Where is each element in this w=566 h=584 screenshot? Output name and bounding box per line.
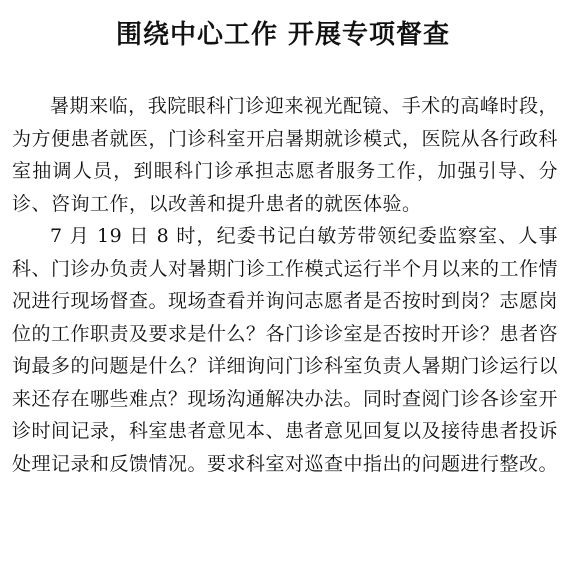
article-title: 围绕中心工作 开展专项督查 — [115, 20, 451, 50]
article-paragraph-1: 暑期来临，我院眼科门诊迎来视光配镜、手术的高峰时段，为方便患者就医，门诊科室开启暑期就诊模式，医院从各行政科室抽调人员，到眼科门诊承担志愿者服务工作，加强引导、分诊、咨询工作，以改善和提升患者的就医体验。 — [12, 95, 559, 215]
article-paragraph-2: 7 月 19 日 8 时，纪委书记白敏芳带领纪委监察室、人事科、门诊办负责人对暑期门诊工作模式运行半个月以来的工作情况进行现场督查。现场查看并询问志愿者是否按时到岗？志愿岗位的工作职责及要求是什么？各门诊诊室是否按时开诊？患者咨询最多的问题是什么？详细询问门诊科室负责人暑期门诊运行以来还存在哪些难点？现场沟通解决办法。同时查阅门诊各诊室开诊时间记录，科室患者意见本、患者意见回复以及接待患者投诉处理记录和反馈情况。要求科室对巡查中指出的问题进行整改。 — [12, 225, 559, 475]
article-body — [12, 90, 558, 480]
